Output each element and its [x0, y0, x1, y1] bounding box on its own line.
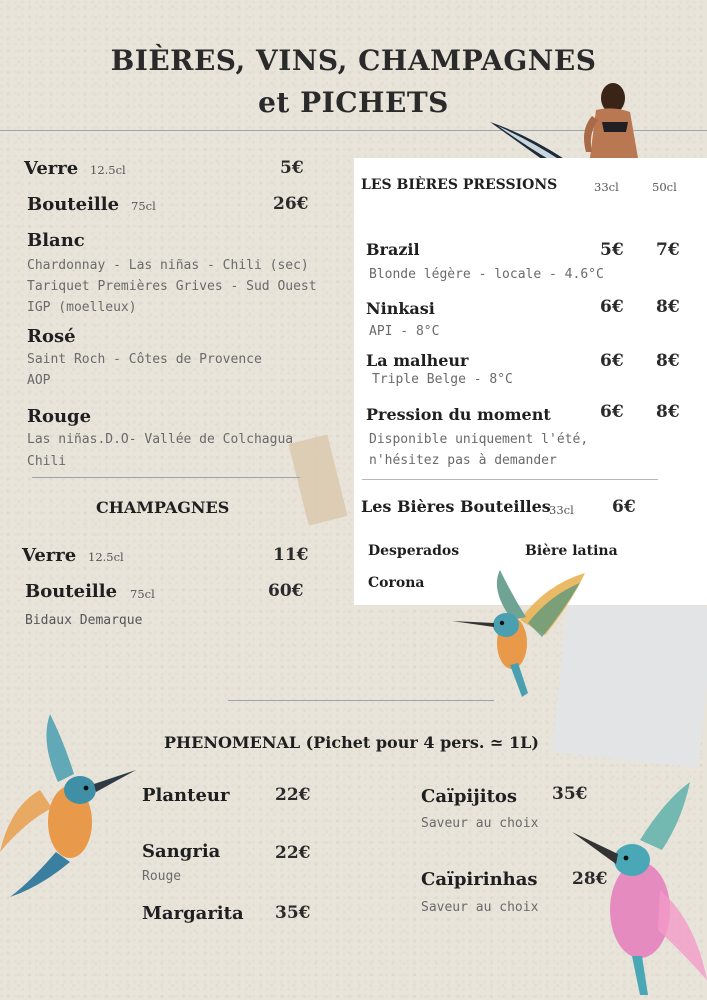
wine-rose-line1: Saint Roch - Côtes de Provence	[27, 352, 262, 367]
wine-rouge-heading: Rouge	[27, 406, 92, 427]
beer-price50-la-malheur: 8€	[656, 351, 680, 371]
pichet-note-caipirinhas: Saveur au choix	[421, 900, 539, 915]
wine-bouteille-price: 26€	[273, 194, 309, 214]
bottle-item-biere-latina: Bière latina	[525, 543, 618, 559]
bottle-item-corona: Corona	[368, 575, 425, 591]
beer-price33-ninkasi: 6€	[600, 297, 624, 317]
beer-name-la-malheur: La malheur	[366, 351, 469, 370]
beers-col-33cl: 33cl	[594, 180, 619, 194]
phenomenal-heading: PHENOMENAL (Pichet pour 4 pers. ≃ 1L)	[164, 733, 539, 752]
wine-verre-price: 5€	[280, 158, 304, 178]
pichet-price-caipirinhas: 28€	[572, 869, 608, 889]
pichet-name-planteur: Planteur	[142, 785, 230, 806]
wine-bouteille-label: Bouteille	[27, 194, 120, 215]
wine-blanc-line1: Chardonnay - Las niñas - Chili (sec)	[27, 258, 309, 273]
page-title-line2: et PICHETS	[258, 86, 449, 119]
beer-price33-la-malheur: 6€	[600, 351, 624, 371]
wine-verre-label: Verre	[24, 158, 79, 179]
wine-rose-line2: AOP	[27, 373, 51, 388]
beer-price33-brazil: 5€	[600, 240, 624, 260]
wine-verre-size: 12.5cl	[90, 163, 126, 177]
beer-price33-pression-du-moment: 6€	[600, 402, 624, 422]
champagne-bouteille-label: Bouteille	[25, 581, 118, 602]
wine-divider	[32, 477, 300, 478]
beer-desc-la-malheur: Triple Belge - 8°C	[372, 372, 513, 387]
beer-name-pression-du-moment: Pression du moment	[366, 405, 551, 424]
woman-surfer-illustration	[488, 80, 648, 160]
tape-decor	[288, 434, 347, 525]
champagnes-heading: CHAMPAGNES	[96, 498, 230, 517]
pink-kingfisher-illustration	[570, 780, 707, 1000]
champagne-verre-label: Verre	[22, 545, 77, 566]
kingfisher-bird-illustration	[450, 565, 595, 705]
wine-blanc-line2: Tariquet Premières Grives - Sud Ouest	[27, 279, 317, 294]
beer-desc-ninkasi: API - 8°C	[369, 324, 440, 339]
beers-col-50cl: 50cl	[652, 180, 677, 194]
beer-name-brazil: Brazil	[366, 240, 420, 259]
pichet-name-margarita: Margarita	[142, 903, 244, 924]
bottles-price: 6€	[612, 497, 636, 517]
beer-desc-pression-du-moment-1: Disponible uniquement l'été,	[369, 432, 589, 447]
wine-rose-heading: Rosé	[27, 326, 76, 347]
wine-rouge-line2: Chili	[27, 454, 67, 469]
champagne-bouteille-size: 75cl	[130, 587, 155, 601]
beer-desc-pression-du-moment-2: n'hésitez pas à demander	[369, 453, 557, 468]
pichet-name-caipijitos: Caïpijitos	[421, 786, 518, 807]
bottles-size: 33cl	[549, 503, 574, 517]
bottles-heading: Les Bières Bouteilles	[361, 497, 551, 516]
pichet-price-sangria: 22€	[275, 843, 311, 863]
pichet-note-sangria: Rouge	[142, 869, 182, 884]
wine-rouge-line1: Las niñas.D.O- Vallée de Colchagua	[27, 432, 294, 447]
beers-divider	[362, 479, 658, 480]
champagne-note: Bidaux Demarque	[25, 613, 143, 628]
pichet-price-planteur: 22€	[275, 785, 311, 805]
wine-blanc-heading: Blanc	[27, 230, 85, 251]
bottle-item-desperados: Desperados	[368, 543, 460, 559]
pichet-name-caipirinhas: Caïpirinhas	[421, 869, 538, 890]
beer-price50-pression-du-moment: 8€	[656, 402, 680, 422]
kingfisher-bird-illustration	[0, 712, 140, 902]
champagne-verre-size: 12.5cl	[88, 550, 124, 564]
beer-desc-brazil: Blonde légère - locale - 4.6°C	[369, 267, 604, 282]
beers-heading: LES BIÈRES PRESSIONS	[361, 177, 558, 193]
pichet-price-caipijitos: 35€	[552, 784, 588, 804]
pichet-name-sangria: Sangria	[142, 841, 221, 862]
pichet-price-margarita: 35€	[275, 903, 311, 923]
page-title-line1: BIÈRES, VINS, CHAMPAGNES	[110, 44, 597, 77]
wine-bouteille-size: 75cl	[131, 199, 156, 213]
champagne-bouteille-price: 60€	[268, 581, 304, 601]
beer-name-ninkasi: Ninkasi	[366, 299, 435, 318]
phenomenal-divider	[228, 700, 494, 701]
beer-price50-brazil: 7€	[656, 240, 680, 260]
champagne-verre-price: 11€	[273, 545, 309, 565]
beer-price50-ninkasi: 8€	[656, 297, 680, 317]
pichet-note-caipijitos: Saveur au choix	[421, 816, 539, 831]
wine-blanc-line3: IGP (moelleux)	[27, 300, 137, 315]
